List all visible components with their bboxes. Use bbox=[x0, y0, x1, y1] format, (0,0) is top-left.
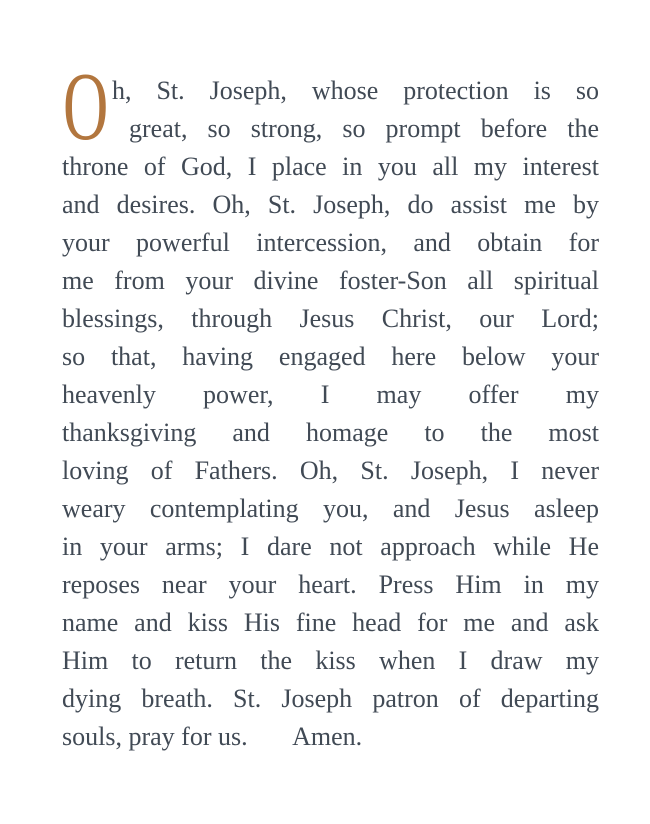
prayer-line: thanksgiving and homage to the most bbox=[62, 418, 599, 447]
prayer-line: throne of God, I place in you all my interest bbox=[62, 152, 599, 181]
prayer-line: great, so strong, so prompt before the bbox=[129, 114, 599, 143]
prayer-line: Him to return the kiss when I draw my bbox=[62, 646, 599, 675]
prayer-text-block bbox=[62, 72, 599, 756]
prayer-closing-line bbox=[62, 718, 599, 756]
prayer-line: and desires. Oh, St. Joseph, do assist me by bbox=[62, 190, 599, 219]
prayer-line: heavenly power, I may offer my bbox=[62, 380, 599, 409]
prayer-line: so that, having engaged here below your bbox=[62, 342, 599, 371]
closing-petition: souls, pray for us. bbox=[62, 722, 248, 751]
prayer-line: in your arms; I dare not approach while He bbox=[62, 532, 599, 561]
dropcap-letter: O bbox=[63, 53, 109, 161]
prayer-line: me from your divine foster-Son all spiritual bbox=[62, 266, 599, 295]
prayer-line: loving of Fathers. Oh, St. Joseph, I never bbox=[62, 456, 599, 485]
prayer-line: your powerful intercession, and obtain for bbox=[62, 228, 599, 257]
prayer-line: weary contemplating you, and Jesus asleep bbox=[62, 494, 599, 523]
prayer-line: dying breath. St. Joseph patron of departing bbox=[62, 684, 599, 713]
prayer-line: name and kiss His fine head for me and ask bbox=[62, 608, 599, 637]
prayer-line: blessings, through Jesus Christ, our Lord; bbox=[62, 304, 599, 333]
prayer-line: h, St. Joseph, whose protection is so bbox=[112, 76, 599, 105]
amen-text: Amen. bbox=[292, 722, 363, 751]
prayer-line: reposes near your heart. Press Him in my bbox=[62, 570, 599, 599]
